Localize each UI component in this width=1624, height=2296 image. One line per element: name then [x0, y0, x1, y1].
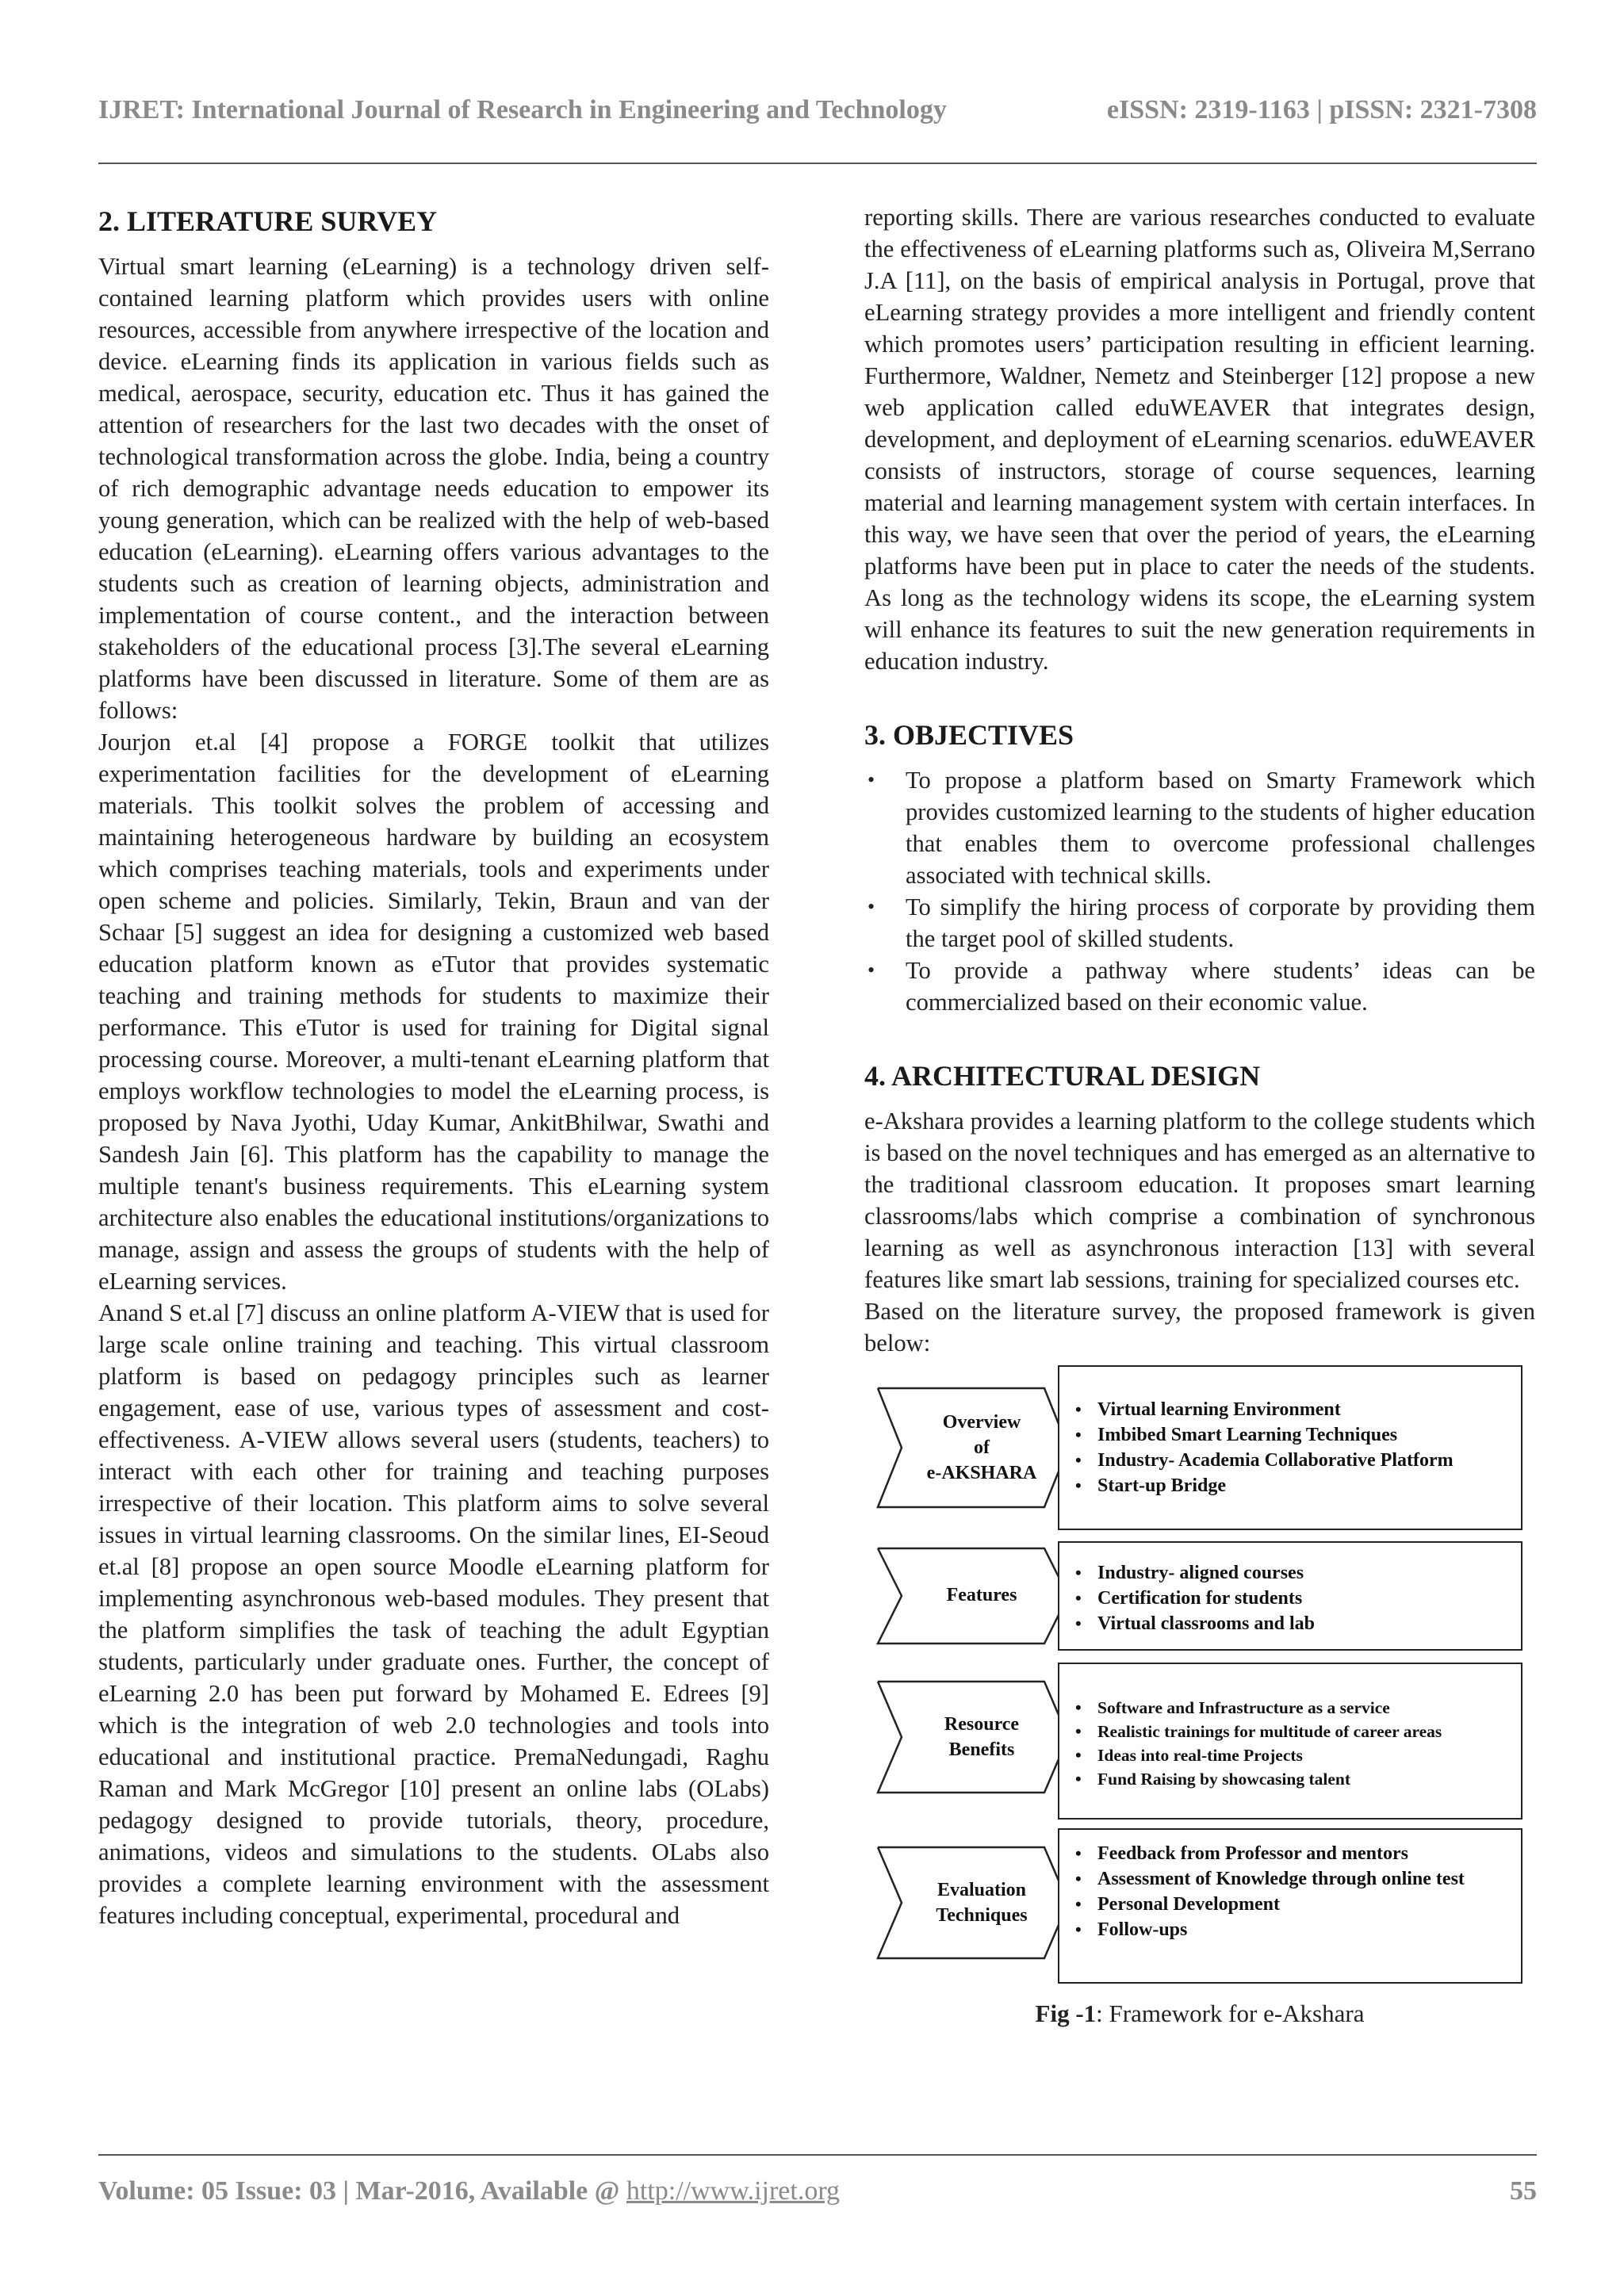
list-item: • Software and Infrastructure as a service — [1059, 1696, 1521, 1720]
running-footer — [98, 2176, 1537, 2216]
issn: eISSN: 2319-1163 | pISSN: 2321-7308 — [1106, 95, 1537, 124]
list-item: • Ideas into real-time Projects — [1059, 1743, 1521, 1767]
list-item: • Fund Raising by showcasing talent — [1059, 1767, 1521, 1791]
bullet-icon: • — [1075, 1563, 1082, 1582]
framework-figure — [864, 1365, 1535, 2027]
bullet-icon: • — [1075, 1588, 1082, 1608]
figure-row-box — [1058, 1828, 1522, 1984]
header-rule — [98, 163, 1537, 164]
running-header — [98, 95, 1537, 135]
journal-name: IJRET: International Journal of Research in Engineering and Technology — [98, 95, 947, 124]
list-item: • Follow-ups — [1059, 1917, 1521, 1942]
figure-row-box — [1058, 1663, 1522, 1820]
figure-row-label: Features — [946, 1585, 1017, 1605]
list-item: • Start-up Bridge — [1059, 1473, 1521, 1498]
list-item: • Industry- aligned courses — [1059, 1560, 1521, 1586]
list-item: • To propose a platform based on Smarty Framework which provides customized learning to the students of higher education that enables them to overcome professional challenges associated with technical skills. — [864, 764, 1535, 891]
bullet-icon: • — [1075, 1745, 1082, 1765]
list-item: • Certification for students — [1059, 1586, 1521, 1611]
bullet-icon: • — [1075, 1843, 1082, 1863]
paragraph: Jourjon et.al [4] propose a FORGE toolkit that utilizes experimentation facilities for the development of eLearning materials. This toolkit solves the problem of accessing and maintaining heterogeneous hardware by building an ecosystem which comprises teaching materials, tools and experiments under open scheme and policies. Similarly, Tekin, Braun and van der Schaar [5] suggest an idea for designing a customized web based education platform known as eTutor that provides systematic teaching and training methods for students to maximize their performance. This eTutor is used for training for Digital signal processing course. Moreover, a multi-tenant eLearning platform that employs workflow technologies to model the eLearning process, is proposed by Nava Jyothi, Uday Kumar, AnkitBhilwar, Swathi and Sandesh Jain [6]. This platform has the capability to manage the multiple tenant's business requirements. This eLearning system architecture also enables the educational institutions/organizations to manage, assign and assess the groups of students with the help of eLearning services. — [98, 729, 769, 1295]
journal-link[interactable]: http://www.ijret.org — [626, 2176, 841, 2206]
figure-caption: Fig -1: Framework for e-Akshara — [1035, 1999, 1365, 2027]
paragraph: Anand S et.al [7] discuss an online platform A-VIEW that is used for large scale online training and teaching. This virtual classroom platform is based on pedagogy principles such as learner engagement, ease of use, various types of assessment and cost-effectiveness. A-VIEW allows several users (students, teachers) to interact with each other for training and teaching purposes irrespective of their location. This platform aims to solve several issues in virtual learning classrooms. On the similar lines, EI-Seoud et.al [8] propose an open source Moodle eLearning platform for implementing asynchronous web-based modules. They present that the platform simplifies the task of teaching the adult Egyptian students, particularly under graduate ones. Further, the concept of eLearning 2.0 has been put forward by Mohamed E. Edrees [9] which is the integration of web 2.0 technologies and tools into educational and institutional practice. PremaNedungadi, Raghu Raman and Mark McGregor [10] present an online labs (OLabs) pedagogy designed to provide tutorials, theory, procedure, animations, videos and simulations to the students. OLabs also provides a complete learning environment with the assessment features including conceptual, experimental, procedural and — [98, 1299, 769, 1929]
figure-row-box — [1058, 1541, 1522, 1651]
list-item: • Assessment of Knowledge through online test — [1059, 1866, 1521, 1892]
bullet-icon: • — [1075, 1869, 1082, 1888]
list-item: • Personal Development — [1059, 1892, 1521, 1917]
paragraph: Based on the literature survey, the proposed framework is given below: — [864, 1298, 1535, 1357]
list-item: • Imbibed Smart Learning Techniques — [1059, 1422, 1521, 1448]
paragraph: e-Akshara provides a learning platform to the college students which is based on the novel techniques and has emerged as an alternative to the traditional classroom education. It proposes smart learning classrooms/labs which comprise a combination of synchronous learning as well as asynchronous interaction [13] with several features like smart lab sessions, training for specialized courses etc. — [864, 1108, 1535, 1293]
figure-row-label: Overview of e-AKSHARA — [926, 1412, 1037, 1483]
bullet-icon: • — [1075, 1613, 1082, 1633]
figure-row-resource-benefits — [864, 1663, 1535, 1820]
section-title-objectives: 3. OBJECTIVES — [864, 719, 1074, 751]
page-number: 55 — [1510, 2176, 1537, 2206]
bullet-icon: • — [1075, 1721, 1082, 1741]
right-column — [864, 201, 1535, 2027]
list-item: • To simplify the hiring process of corporate by providing them the target pool of skilled students. — [864, 891, 1535, 955]
figure-row-box — [1058, 1365, 1522, 1530]
list-item: • Virtual learning Environment — [1059, 1397, 1521, 1422]
bullet-icon: • — [868, 895, 875, 918]
bullet-icon: • — [1075, 1450, 1082, 1470]
bullet-icon: • — [1075, 1697, 1082, 1717]
figure-row-evaluation — [864, 1828, 1535, 1984]
bullet-icon: • — [1075, 1769, 1082, 1789]
volume-info: Volume: 05 Issue: 03 | Mar-2016, Available @ http://www.ijret.org — [98, 2176, 841, 2206]
bullet-icon: • — [1075, 1919, 1082, 1939]
bullet-icon: • — [868, 768, 875, 791]
figure-row-overview — [864, 1365, 1535, 1530]
list-item: • Virtual classrooms and lab — [1059, 1611, 1521, 1636]
bullet-icon: • — [1075, 1475, 1082, 1495]
list-item: • To provide a pathway where students’ ideas can be commercialized based on their economic value. — [864, 955, 1535, 1018]
figure-row-label: Resource Benefits — [944, 1714, 1020, 1760]
bullet-icon: • — [1075, 1425, 1082, 1445]
bullet-icon: • — [868, 959, 875, 982]
section-title-architectural-design: 4. ARCHITECTURAL DESIGN — [864, 1060, 1261, 1092]
paragraph: reporting skills. There are various researches conducted to evaluate the effectiveness of eLearning platforms such as, Oliveira M,Serrano J.A [11], on the basis of empirical analysis in Portugal, prove that eLearning strategy provides a more intelligent and friendly content which promotes users’ participation resulting in efficient learning. Furthermore, Waldner, Nemetz and Steinberger [12] propose a new web application called eduWEAVER that integrates design, development, and deployment of eLearning scenarios. eduWEAVER consists of instructors, storage of course sequences, learning material and learning management system with certain interfaces. In this way, we have seen that over the period of years, the eLearning platforms have been put in place to cater the needs of the students. As long as the technology widens its scope, the eLearning system will enhance its features to suit the new generation requirements in education industry. — [864, 204, 1535, 675]
bullet-icon: • — [1075, 1399, 1082, 1419]
list-item: • Industry- Academia Collaborative Platform — [1059, 1448, 1521, 1473]
figure-row-label: Evaluation Techniques — [936, 1880, 1028, 1926]
left-column — [98, 201, 769, 1931]
list-item: • Realistic trainings for multitude of career areas — [1059, 1720, 1521, 1743]
list-item: • Feedback from Professor and mentors — [1059, 1841, 1521, 1866]
bullet-icon: • — [1075, 1894, 1082, 1914]
objectives-list — [864, 764, 1535, 1018]
figure-row-features — [864, 1541, 1535, 1651]
section-title-literature-survey: 2. LITERATURE SURVEY — [98, 205, 438, 237]
footer-rule — [98, 2154, 1537, 2156]
paragraph: Virtual smart learning (eLearning) is a technology driven self-contained learning platform which provides users with online resources, accessible from anywhere irrespective of the location and device. eLearning finds its application in various fields such as medical, aerospace, security, education etc. Thus it has gained the attention of researchers for the last two decades with the onset of technological transformation across the globe. India, being a country of rich demographic advantage needs education to empower its young generation, which can be realized with the help of web-based education (eLearning). eLearning offers various advantages to the students such as creation of learning objects, administration and implementation of course content., and the interaction between stakeholders of the educational process [3].The several eLearning platforms have been discussed in literature. Some of them are as follows: — [98, 253, 769, 724]
